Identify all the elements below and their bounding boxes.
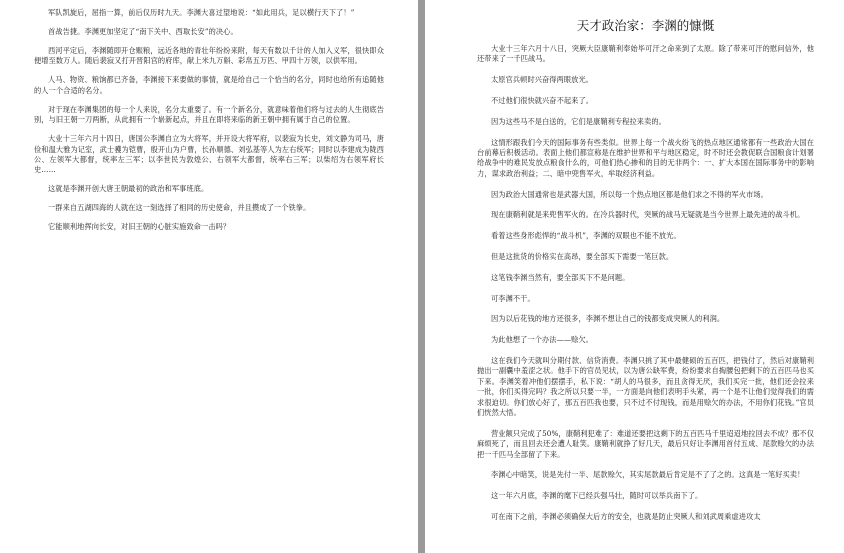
paragraph: 因为这些马不是白送的，它们是康鞘利专程拉来卖的。 <box>491 116 666 126</box>
paragraph: 这一年六月底，李渊的麾下已经兵强马壮，随时可以举兵南下了。 <box>491 491 703 501</box>
paragraph: 李渊心中暗笑，说是先付一半、尾款赊欠，其实尾款最后肯定是不了了之的。这真是一笔好买卖！ <box>491 470 805 480</box>
page-divider <box>418 0 425 553</box>
paragraph: 一群来自五湖四海的人就在这一刻选择了相同的历史使命，并且攒成了一个铁拳。 <box>48 203 311 213</box>
paragraph: 它能顺利地挥向长安，对旧王朝的心脏实施致命一击吗？ <box>48 222 231 232</box>
paragraph: 首战告捷。李渊更加坚定了“南下关中、西取长安”的决心。 <box>48 27 238 36</box>
paragraph: 对于现在李渊集团的每一个人来说，名分太重要了。有一个新名分，就意味着他们将与过去的人生彻底告别，与旧王朝一刀两断，从此拥有一个崭新起点，并且在即将来临的新王朝中拥有属于自己的位置。 <box>34 104 384 125</box>
paragraph: 可在南下之前，李渊必须确保大后方的安全，也就是防止突厥人和刘武周乘虚进攻太 <box>491 512 761 522</box>
paragraph: 这情形跟我们今天的国际事务有些类似。世界上每一个战火纷飞的热点地区通常都有一些政治大国在台前幕后积极活动。表面上他们都宣称是在维护世界和平与地区稳定，时不时还会教促联合国粮食计划署给战争中的难民发放点粮食什么的，可他们热心掺和的目的无非两个：一、扩大本国在国际事务中的影响力，谋求政治利益；二、暗中兜售军火，牟取经济利益。 <box>477 137 814 178</box>
paragraph: 太原官兵顿时兴奋得两眼放光。 <box>491 75 594 85</box>
paragraph: 现在康鞘利就是来兜售军火的。在冷兵器时代，突厥的战马无疑就是当今世界上最先进的战斗机。 <box>491 210 805 220</box>
paragraph: 西河平定后，李渊随即开仓赈粮，远近各地的青壮年纷纷来附，每天有数以千计的人加入义军，很快即众便增至数万人。随后裴寂又打开晋阳宫的府库，献上米九万斛、彩帛五万匹、甲四十万领，以供军用。 <box>34 46 384 66</box>
paragraph: 大业十三年六月十八日，突厥大臣康鞘利奉始毕可汗之命来到了太原。除了带来可汗的慰问信外，他还带来了一千匹战马。 <box>477 44 814 64</box>
chapter-title: 天才政治家：李渊的慷慨 <box>576 18 715 33</box>
paragraph: 不过他们很快就兴奋不起来了。 <box>491 96 594 105</box>
paragraph: 但是这批货的价格实在高昂，要全部买下需要一笔巨款。 <box>491 252 674 261</box>
paragraph: 这就是李渊开创大唐王朝最初的政治和军事班底。 <box>48 184 209 194</box>
paragraph: 大业十三年六月十四日，唐国公李渊自立为大将军，并开设大将军府，以裴寂为长史，刘文静为司马，唐俭和温大雅为记室，武士彟为铠曹，殷开山为户曹，长孙顺德、刘弘基等人为左右统军；同时以李建成为陇西公、左领军大都督，统率左三军；以李世民为敦煌公、右领军大都督，统率右三军；以柴绍为右领军府长史…… <box>34 134 384 175</box>
paragraph: 为此他想了一个办法——赊欠。 <box>491 335 594 345</box>
paragraph: 这笔钱李渊当然有，要全部买下不是问题。 <box>491 272 630 282</box>
paragraph: 军队凯旋后，屈指一算，前后仅历时九天。李渊大喜过望地说：“如此用兵，足以横行天下了！” <box>48 8 355 17</box>
paragraph: 看着这些身形彪悍的“战斗机”，李渊的双眼也不能不放光。 <box>491 231 681 241</box>
paragraph: 因为以后花钱的地方还很多，李渊不想让自己的钱都变成突厥人的利润。 <box>491 314 725 324</box>
paragraph: 这在我们今天就叫分期付款、信贷消费。李渊只挑了其中最健硕的五百匹，把钱付了，然后对康鞘利抛出一副囊中羞涩之状。他手下的官员见状，以为唐公缺军费，纷纷要求自掏腰包把剩下的五百匹马也买下来。李渊笑着冲他们摆摆手，私下说：“胡人的马很多，而且贪得无厌，我们买完一批，他们还会拉来一批，你们买得完吗？我之所以只要一半，一方面是向他们表明手头紧，再一个是不让他们觉得我们的需求很迫切。你们放心好了，那五百匹我也要，只不过不付现钱，而是用赊欠的办法，不用你们花钱。”官员们恍然大悟。 <box>477 355 814 418</box>
paragraph: 可李渊不干。 <box>491 293 535 303</box>
paragraph: 营业额只完成了50%，康鞘利犯难了：难道还要把这剩下的五百匹马千里迢迢地拉回去不成？那不仅麻烦死了，而且回去还会遭人耻笑。康鞘利就挣了好几天，最后只好让李渊用首付五成、尾款赊欠的办法把一千匹马全部留了下来。 <box>477 428 814 459</box>
paragraph: 因为政治大国通常也是武器大国，所以每一个热点地区都是他们求之不得的军火市场。 <box>491 189 768 199</box>
paragraph: 人马、物资、粮饷都已齐备，李渊接下来要做的事情，就是给自己一个恰当的名分，同时也给所有追随他的人一个合适的名分。 <box>34 75 384 95</box>
right-page <box>425 0 844 553</box>
left-page <box>0 0 418 553</box>
